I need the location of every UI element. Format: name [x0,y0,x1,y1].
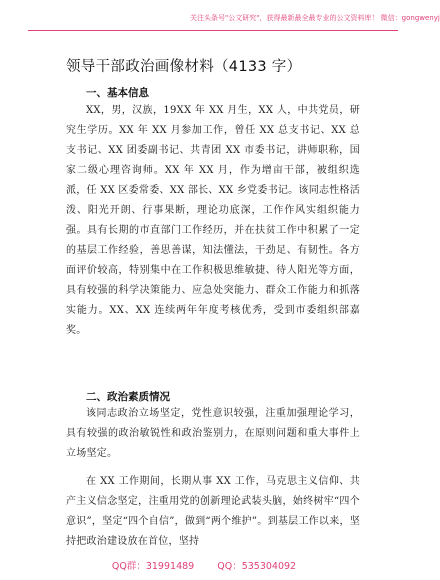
footer-contact [0,558,408,572]
header-banner: 关注头条号"公文研究"，获得最新最全最专业的公文资料库！ 微信：gongwenyj [190,14,440,22]
paragraph-political-stance: 该同志政治立场坚定，党性意识较强，注重加强理论学习，具有较强的政治敏锐性和政治鉴别力，在原则问题和重大事件上立场坚定。 [66,408,360,459]
section-heading-political-quality: 二、政治素质情况 [86,391,170,403]
document-title: 领导干部政治画像材料（4133 字） [66,59,302,75]
footer-qq: QQ：535304092 [217,561,297,572]
footer-qq-group: QQ群：31991489 [111,561,195,572]
paragraph-work-period: 在 XX 工作期间，长期从事 XX 工作，马克思主义信仰、共产主义信念坚定，注重用党的创新理论武装头脑，始终树牢“四个意识”，坚定“四个自信”，做到“两个维护”。到基层工作以来，坚持把政治建设放在首位，坚持 [66,476,360,547]
header-divider [28,30,398,31]
section-heading-basic-info: 一、基本信息 [86,87,149,99]
paragraph-basic-info: XX，男，汉族，19XX 年 XX 月生，XX 人，中共党员，研究生学历。XX 年 XX 月参加工作，曾任 XX 总支书记、XX 总支书记、XX 团委副书记、共青团 XX 市委书记，讲师职称，国家二级心理咨询师。XX 年 XX 月，作为增亩干部，被组织选派，任 XX 区委常委、XX 部长、XX 乡党委书记。该同志性格活泼、阳光开朗、行事果断，理论功底深，工作作风实组织能力强。具有长期的市直部门工作经历，并在扶贫工作中积累了一定的基层工作经验，善思善谋，知法懂法，干劲足、有韧性。各方面评价较高，特别集中在工作积极思维敏捷、待人阳光等方面，具有较强的科学决策能力、应急处突能力、群众工作能力和抓落实能力。XX、XX 连续两年年度考核优秀，受到市委组织部嘉奖。 [66,105,360,336]
